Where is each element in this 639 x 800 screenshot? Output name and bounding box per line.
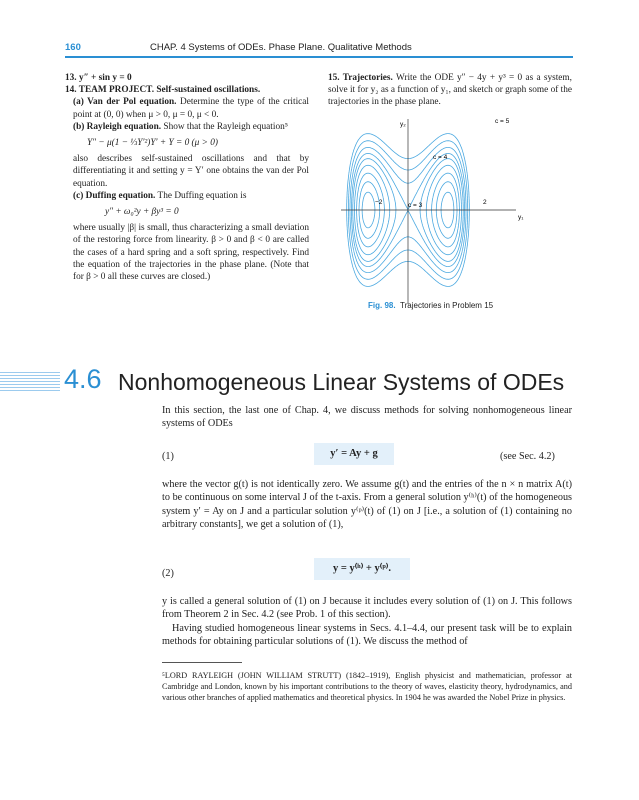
y2-label: y₂ bbox=[400, 121, 406, 128]
paragraph-4: Having studied homogeneous linear systems in Secs. 4.1–4.4, our present task will be to explain methods for obtaining particular solutions of (1). We discuss the method of bbox=[162, 623, 572, 648]
problem-15-label: 15. Trajectories. bbox=[328, 73, 393, 83]
problem-14a-label: (a) Van der Pol equation. bbox=[73, 97, 177, 108]
section-intro: In this section, the last one of Chap. 4, we discuss methods for solving nonhomogeneous linear systems of ODEs bbox=[162, 405, 572, 430]
section-title: Nonhomogeneous Linear Systems of ODEs bbox=[118, 369, 565, 395]
problem-14b-after: also describes self-sustained oscillations and that by differentiating it and setting y = Y′ one obtains the van der Pol equation. bbox=[73, 154, 309, 189]
problem-14a bbox=[65, 96, 309, 120]
footnote-rayleigh: ⁵LORD RAYLEIGH (JOHN WILLIAM STRUTT) (1842–1919), English physicist and mathematician, professor at Cambridge and London, known by his important contributions to the theory of waves, elasticity theory, hydrodynamics, and various other branches of applied mathematics and theoretical physics. In 1904 he was awarded the Nobel Prize in physics. bbox=[162, 671, 572, 703]
paragraph-3: y is called a general solution of (1) on J because it includes every solution of (1) on J. This follows from Theorem 2 in Sec. 4.2 (see Prob. 1 of this section). bbox=[162, 596, 572, 621]
label-c5: c = 5 bbox=[495, 118, 510, 125]
problem-14c bbox=[65, 190, 309, 202]
header-rule bbox=[65, 56, 573, 58]
eq1-label: (1) bbox=[162, 451, 174, 462]
eq2-box: y = y⁽ʰ⁾ + y⁽ᵖ⁾. bbox=[314, 558, 410, 580]
label-neg2: −2 bbox=[375, 199, 383, 206]
paragraph-2: where the vector g(t) is not identically zero. We assume g(t) and the entries of the n × n matrix A(t) to be continuous on some interval J of the t-axis. From a general solution y⁽ʰ⁾(t) of the homogeneous system y′ = Ay on J and a particular solution y⁽ᵖ⁾(t) of (1) on J [i.e., a solution of (1) containing no arbitrary constants], we get a solution of (1), bbox=[162, 479, 572, 531]
problem-14b bbox=[65, 121, 309, 133]
eq1-reference: (see Sec. 4.2) bbox=[500, 451, 555, 462]
section-number: 4.6 bbox=[64, 364, 102, 394]
problem-14b-label: (b) Rayleigh equation. bbox=[73, 121, 162, 132]
eq1-box: y′ = Ay + g bbox=[314, 443, 394, 465]
right-column bbox=[328, 72, 572, 109]
problem-13: 13. y″ + sin y = 0 bbox=[65, 73, 132, 83]
figure-caption-text: Trajectories in Problem 15 bbox=[400, 301, 494, 310]
figure-caption bbox=[368, 301, 493, 310]
problem-14c-after: where usually |β| is small, thus characterizing a small deviation of the restoring force from linearity. β > 0 and β < 0 are called the cases of a hard spring and a soft spring, respectively. Find the equation of the trajectories in the phase plane. (Note that for β > 0 all these curves are closed.) bbox=[73, 223, 309, 283]
running-title: CHAP. 4 Systems of ODEs. Phase Plane. Qualitative Methods bbox=[150, 42, 412, 53]
label-pos2: 2 bbox=[483, 199, 487, 206]
problem-14a-text: Determine the type of the critical point at (0, 0) when μ > 0, μ = 0, μ < 0. bbox=[73, 97, 309, 120]
figure-caption-label: Fig. 98. bbox=[368, 301, 396, 310]
y1-label: y₁ bbox=[518, 214, 524, 221]
problem-14c-label: (c) Duffing equation. bbox=[73, 190, 156, 201]
page-number: 160 bbox=[65, 42, 81, 53]
duffing-equation: y″ + ω₀²y + βy³ = 0 bbox=[105, 207, 179, 218]
phase-plane-figure bbox=[338, 114, 538, 306]
rayleigh-equation: Y″ − μ(1 − ⅓Y′²)Y′ + Y = 0 (μ > 0) bbox=[87, 138, 218, 149]
footnote-rule bbox=[162, 662, 242, 663]
problem-14-title: 14. TEAM PROJECT. Self-sustained oscillations. bbox=[65, 85, 261, 96]
eq2-label: (2) bbox=[162, 568, 174, 579]
problem-14c-text: The Duffing equation is bbox=[157, 190, 247, 201]
label-c3: c = 3 bbox=[408, 202, 423, 209]
problem-14b-text: Show that the Rayleigh equation⁵ bbox=[163, 121, 289, 132]
problem-15-text: Write the ODE y″ − 4y + y³ = 0 as a system, solve it for y₂ as a function of y₁, and sketch or graph some of the trajectories in the phase plane. bbox=[328, 73, 573, 108]
left-column bbox=[65, 72, 309, 283]
label-c4: c = 4 bbox=[433, 154, 448, 161]
